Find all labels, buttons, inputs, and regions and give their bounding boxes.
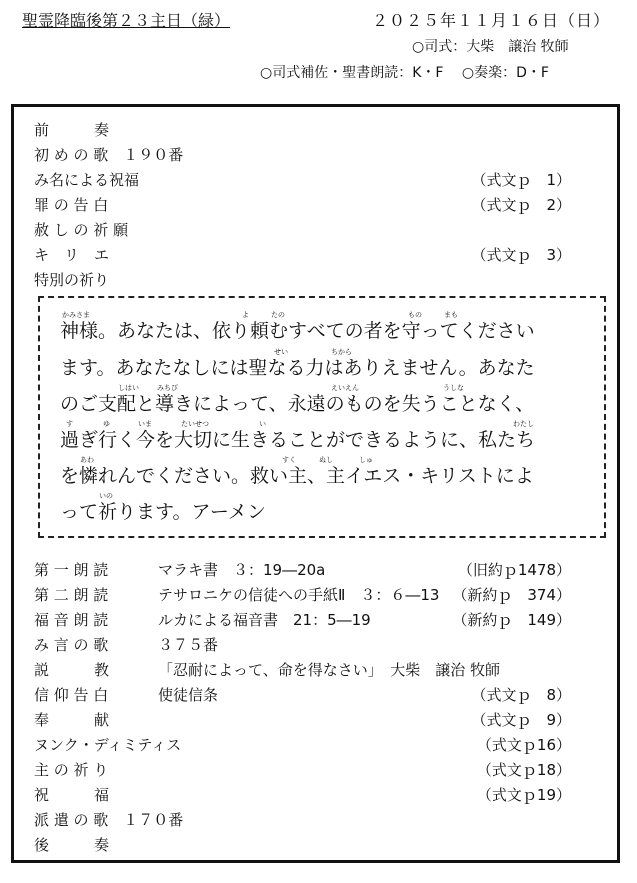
furigana: まも <box>444 311 458 319</box>
furigana: かみさま <box>62 311 90 319</box>
order-row-confession <box>34 194 571 218</box>
order-item: 罪 の 告 白 <box>34 196 109 214</box>
order-ref: （新約ｐ 149） <box>452 611 571 629</box>
order-row-postlude <box>34 834 571 858</box>
order-item: 第 二 朗 読 <box>34 586 109 604</box>
order-row-nunc-dimittis <box>34 734 571 758</box>
order-item: み 言 の 歌 <box>34 636 109 654</box>
order-ref: （式文ｐ 3） <box>471 246 571 264</box>
prayer-line: って祈ります。アーメン <box>60 501 266 523</box>
prayer-line: 神様。あなたは、依り頼むすべての者を守ってください <box>60 320 535 342</box>
order-detail: マラキ書 ３：19―20a <box>158 561 326 579</box>
furigana: しゅ <box>359 456 373 464</box>
order-ref: （旧約ｐ1478） <box>457 561 571 579</box>
furigana: ちから <box>331 348 352 356</box>
order-ref: （式文ｐ19） <box>476 786 571 804</box>
order-row-sermon <box>34 659 571 683</box>
order-row-absolution <box>34 219 571 243</box>
service-date: ２０２５年１１月１６日（日） <box>372 11 611 30</box>
special-prayer-box <box>38 296 606 538</box>
furigana: ゆ <box>103 420 110 428</box>
order-row-offering <box>34 709 571 733</box>
order-item: 特別の祈り <box>34 271 110 289</box>
order-item: 福 音 朗 読 <box>34 611 109 629</box>
order-row-sending-hymn <box>34 809 571 833</box>
order-item: 奉 献 <box>34 711 110 729</box>
furigana: い <box>259 420 266 428</box>
assistants: ○司式補佐・聖書朗読：K・F ○奏楽：D・F <box>260 65 549 81</box>
furigana: もの <box>408 311 422 319</box>
order-detail: 使徒信条 <box>158 686 219 704</box>
order-item: 後 奏 <box>34 836 110 854</box>
furigana: えいえん <box>331 384 359 392</box>
order-ref: （新約ｐ 374） <box>452 586 571 604</box>
order-item: 赦 し の 祈 願 <box>34 221 129 239</box>
furigana: わたし <box>513 420 534 428</box>
bulletin-title: 聖霊降臨後第２３主日（緑） <box>22 11 231 30</box>
order-ref: （式文ｐ 9） <box>471 711 571 729</box>
order-ref: （式文ｐ 8） <box>471 686 571 704</box>
order-ref: （式文ｐ 2） <box>471 196 571 214</box>
order-row-invocation <box>34 169 571 193</box>
order-item: 第 一 朗 読 <box>34 561 109 579</box>
order-row-prelude <box>34 119 571 143</box>
furigana: たの <box>271 311 285 319</box>
furigana: たいせつ <box>181 420 209 428</box>
furigana: いの <box>99 492 113 500</box>
order-detail: ３７５番 <box>158 636 219 654</box>
furigana: ぬし <box>319 456 333 464</box>
furigana: すく <box>282 456 296 464</box>
order-item: 派 遣 の 歌 １７０番 <box>34 811 184 829</box>
order-row-special-prayer <box>34 269 571 293</box>
order-ref: （式文ｐ16） <box>476 736 571 754</box>
order-row-lords-prayer <box>34 759 571 783</box>
order-item: キ リ エ <box>34 246 110 264</box>
furigana: うしな <box>443 384 464 392</box>
order-ref: （式文ｐ18） <box>476 761 571 779</box>
order-row-creed <box>34 684 571 708</box>
order-detail: ルカによる福音書 21：5―19 <box>158 611 371 629</box>
furigana: しはい <box>118 384 139 392</box>
furigana: みちび <box>157 384 178 392</box>
order-row-first-reading <box>34 559 571 583</box>
furigana: す <box>66 420 73 428</box>
order-item: 祝 福 <box>34 786 110 804</box>
order-item: ヌンク・ディミティス <box>34 736 182 754</box>
order-detail: 「忍耐によって、命を得なさい」 大柴 譲治 牧師 <box>158 661 500 679</box>
prayer-line: のご支配と導きによって、永遠のものを失うことなく、 <box>60 393 535 415</box>
order-of-service-frame <box>11 104 620 863</box>
order-item: 信 仰 告 白 <box>34 686 109 704</box>
order-row-benediction <box>34 784 571 808</box>
order-row-opening-hymn <box>34 144 571 168</box>
order-item: 説 教 <box>34 661 110 679</box>
officiant: ○司式：大柴 譲治 牧師 <box>412 39 569 55</box>
order-item: 初 め の 歌 １９０番 <box>34 146 184 164</box>
order-item: み名による祝福 <box>34 171 140 189</box>
order-row-word-hymn <box>34 634 571 658</box>
order-row-kyrie <box>34 244 571 268</box>
order-item: 前 奏 <box>34 121 110 139</box>
furigana: あわ <box>80 456 94 464</box>
prayer-line: ます。あなたなしには聖なる力はありえません。あなた <box>60 357 535 379</box>
furigana: いま <box>138 420 152 428</box>
prayer-line: を憐れんでください。救い主、主イエス・キリストによ <box>60 465 534 487</box>
order-ref: （式文ｐ 1） <box>471 171 571 189</box>
prayer-line: 過ぎ行く今を大切に生きることができるように、私たち <box>60 429 536 451</box>
furigana: せい <box>274 348 288 356</box>
order-row-gospel-reading <box>34 609 571 633</box>
order-item: 主 の 祈 り <box>34 761 109 779</box>
furigana: よ <box>242 311 249 319</box>
order-row-second-reading <box>34 584 571 608</box>
order-detail: テサロニケの信徒への手紙Ⅱ ３：６―13 <box>158 586 440 604</box>
